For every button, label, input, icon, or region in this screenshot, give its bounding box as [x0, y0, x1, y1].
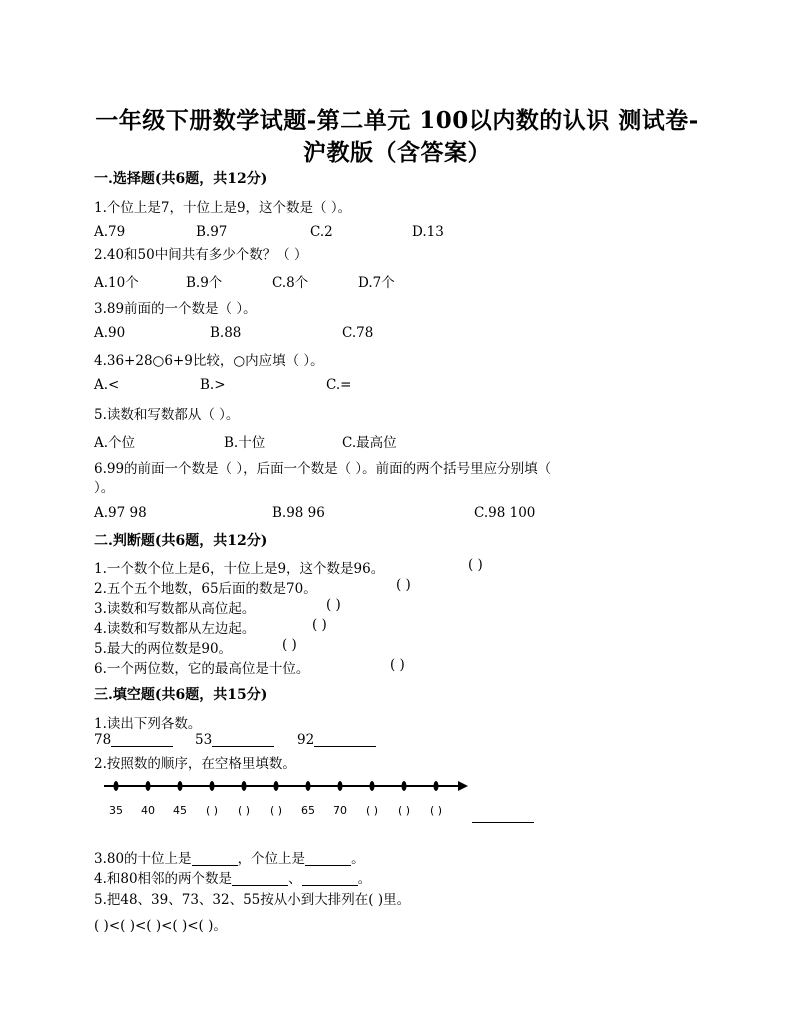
- question-1-4: 4.36+28○6+9比较，○内应填（ ）。: [94, 353, 324, 369]
- question-1-1: 1.个位上是7，十位上是9，这个数是（ ）。: [94, 200, 352, 216]
- answer-blank[interactable]: [302, 871, 358, 886]
- q3-text-c: 。: [351, 851, 365, 867]
- q3-text-b: ，个位上是: [237, 851, 306, 867]
- option-b: B.9个: [186, 275, 223, 291]
- option-b: B.98 96: [272, 505, 325, 521]
- number-line-tick: [434, 781, 439, 791]
- number-line-label: ( ): [429, 804, 443, 817]
- judge-item-1: 1.一个数个位上是6，十位上是9，这个数是96。: [94, 561, 385, 577]
- number-line-tick: [114, 781, 119, 791]
- answer-blank[interactable]: [212, 732, 274, 747]
- number-line-tick: [274, 781, 279, 791]
- judge-item-2: 2.五个五个地数，65后面的数是70。: [94, 581, 317, 597]
- number-line-tick: [146, 781, 151, 791]
- answer-blank[interactable]: [111, 732, 173, 747]
- number-line-label: ( ): [205, 804, 219, 817]
- option-d: D.13: [412, 224, 444, 240]
- option-a: A.90: [94, 325, 126, 341]
- fill-number-78: [94, 732, 173, 748]
- option-c: C.98 100: [474, 505, 536, 521]
- number-line-label: 45: [173, 804, 187, 817]
- number-line-label: 70: [333, 804, 347, 817]
- number-line-label: ( ): [397, 804, 411, 817]
- q4-text-c: 。: [357, 871, 372, 887]
- number-line-tick: [210, 781, 215, 791]
- fill-question-1: 1.读出下列各数。: [94, 716, 202, 732]
- answer-paren: ( ): [312, 617, 327, 633]
- answer-blank[interactable]: [232, 871, 288, 886]
- section-heading-fill: 三.填空题(共6题，共15分): [94, 687, 268, 703]
- number-line-label: 65: [301, 804, 315, 817]
- option-d: D.7个: [358, 275, 395, 291]
- answer-paren: ( ): [396, 577, 411, 593]
- option-c: C.2: [310, 224, 333, 240]
- question-1-5: 5.读数和写数都从（ ）。: [94, 407, 240, 423]
- option-a: A.<: [94, 377, 120, 393]
- number-line-label: 40: [141, 804, 155, 817]
- question-1-6-cont: ）。: [94, 480, 115, 496]
- option-b: B.97: [196, 224, 228, 240]
- number-line: [100, 772, 480, 822]
- fill-question-3: [94, 847, 365, 867]
- option-c: C.=: [326, 377, 352, 393]
- option-b: B.88: [210, 325, 242, 341]
- title-line-2: 沪教版（含答案）: [303, 139, 491, 166]
- number-line-tick: [338, 781, 343, 791]
- number-line-label: ( ): [237, 804, 251, 817]
- section-heading-judge: 二.判断题(共6题，共12分): [94, 533, 268, 549]
- fill-question-5-answer: ( )<( )<( )<( )<( )。: [94, 918, 227, 934]
- judge-item-6: 6.一个两位数，它的最高位是十位。: [94, 661, 310, 677]
- question-1-2: 2.40和50中间共有多少个数？（ ）: [94, 247, 308, 263]
- answer-blank[interactable]: [314, 732, 376, 747]
- number-line-tick: [402, 781, 407, 791]
- title-line-1: 一年级下册数学试题-第二单元 100以内数的认识 测试卷-: [95, 107, 699, 134]
- judge-item-3: 3.读数和写数都从高位起。: [94, 601, 256, 617]
- fill-number-92: [297, 732, 376, 748]
- arrow-head-icon: [458, 781, 468, 791]
- option-a: A.79: [94, 224, 126, 240]
- q3-text-a: 3.80的十位上是: [94, 851, 192, 867]
- number-line-label: 35: [109, 804, 123, 817]
- option-a: A.97 98: [94, 505, 147, 521]
- q4-text-a: 4.和80相邻的两个数是: [94, 871, 233, 887]
- answer-paren: ( ): [390, 657, 405, 673]
- answer-paren: ( ): [282, 637, 297, 653]
- answer-blank[interactable]: [305, 851, 351, 866]
- option-b: B.十位: [224, 435, 266, 451]
- fill-question-2: 2.按照数的顺序，在空格里填数。: [94, 756, 296, 772]
- number-line-label: ( ): [365, 804, 379, 817]
- number-label: 78: [94, 732, 112, 748]
- option-c: C.最高位: [342, 435, 397, 451]
- fill-question-5: 5.把48、39、73、32、55按从小到大排列在( )里。: [94, 892, 411, 908]
- number-line-tick: [370, 781, 375, 791]
- section-heading-choice: 一.选择题(共6题，共12分): [94, 171, 268, 187]
- number-line-label: ( ): [269, 804, 283, 817]
- option-a: A.个位: [94, 435, 136, 451]
- q4-text-b: 、: [288, 871, 302, 887]
- option-c: C.8个: [272, 275, 309, 291]
- number-line-tick: [178, 781, 183, 791]
- number-label: 53: [195, 732, 213, 748]
- answer-blank[interactable]: [192, 851, 238, 866]
- question-1-6: 6.99的前面一个数是（ ），后面一个数是（ ）。前面的两个括号里应分别填（: [94, 461, 552, 477]
- option-a: A.10个: [94, 275, 139, 291]
- number-line-tick: [242, 781, 247, 791]
- number-line-tick: [306, 781, 311, 791]
- option-b: B.>: [200, 377, 226, 393]
- answer-blank[interactable]: [472, 812, 534, 823]
- question-1-3: 3.89前面的一个数是（ ）。: [94, 301, 257, 317]
- fill-question-4: [94, 867, 371, 887]
- number-label: 92: [297, 732, 315, 748]
- answer-paren: ( ): [326, 597, 341, 613]
- judge-item-5: 5.最大的两位数是90。: [94, 641, 233, 657]
- answer-paren: ( ): [468, 557, 483, 573]
- option-c: C.78: [342, 325, 374, 341]
- judge-item-4: 4.读数和写数都从左边起。: [94, 621, 256, 637]
- fill-number-53: [195, 732, 274, 748]
